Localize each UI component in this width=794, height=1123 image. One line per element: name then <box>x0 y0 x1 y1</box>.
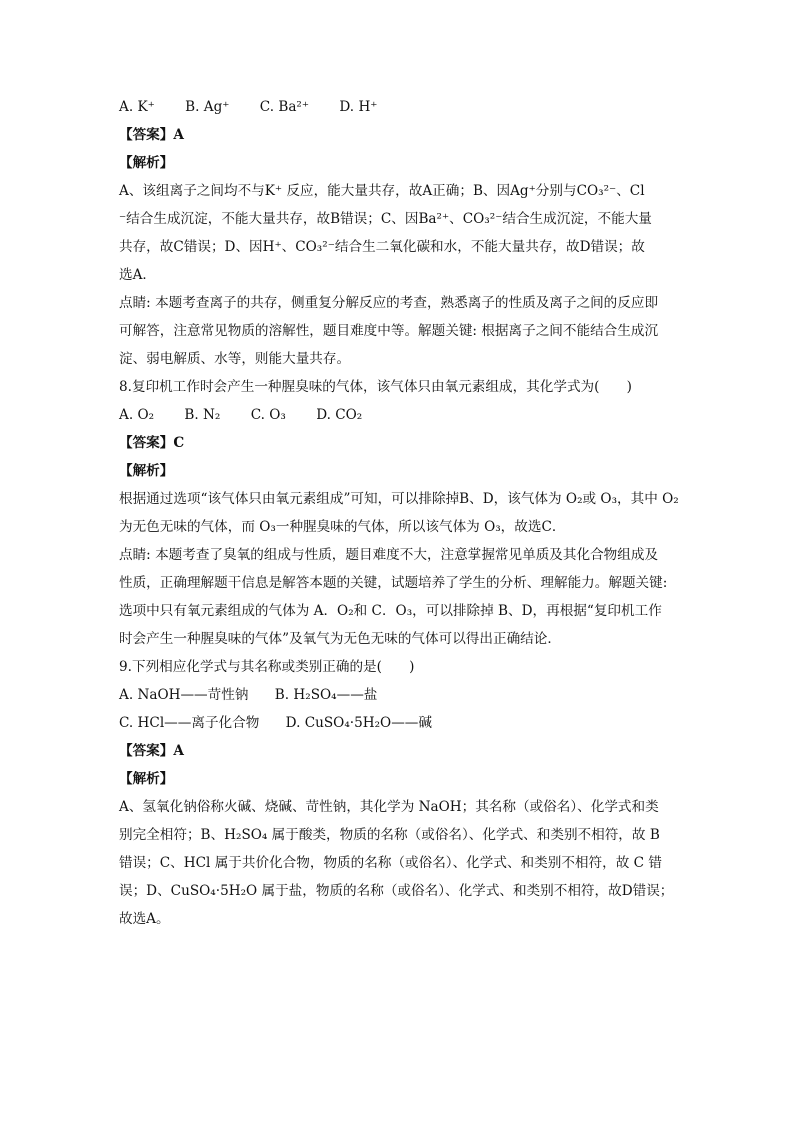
q9-stem: 9.下列相应化学式与其名称或类别正确的是( ) <box>119 659 415 675</box>
q7-options <box>119 96 679 118</box>
q8-options <box>119 404 679 426</box>
q9-analysis-line: A、氢氧化钠俗称火碱、烧碱、苛性钠，其化学为 NaOH；其名称（或俗名）、化学式和类 <box>119 799 659 815</box>
q7-analysis-line: ⁻结合生成沉淀，不能大量共存，故B错误；C、因Ba²⁺、CO₃²⁻结合生成沉淀，不能大量 <box>119 211 652 227</box>
q7-comment-line: 淀、弱电解质、水等，则能大量共存。 <box>119 351 351 367</box>
q9-option-b: B. H₂SO₄——盐 <box>274 687 378 703</box>
q9-analysis-line: 故选A。 <box>119 911 170 927</box>
q7-option-b: B. Ag⁺ <box>185 99 230 115</box>
q9-analysis-line: 错误；C、HCl 属于共价化合物，物质的名称（或俗名）、化学式、和类别不相符，故 C 错 <box>119 855 662 871</box>
q9-option-c: C. HCl——离子化合物 <box>119 715 260 731</box>
q7-option-a: A. K⁺ <box>119 99 155 115</box>
q9-answer: 【答案】A <box>119 743 184 759</box>
q9-option-a: A. NaOH——苛性钠 <box>119 687 249 703</box>
q8-option-a: A. O₂ <box>119 407 155 423</box>
q9-options-row-1 <box>119 684 679 706</box>
q9-analysis-label: 【解析】 <box>119 771 174 787</box>
q9-option-d: D. CuSO₄·5H₂O——碱 <box>285 715 432 731</box>
q8-answer: 【答案】C <box>119 435 185 451</box>
q8-option-c: C. O₃ <box>250 407 286 423</box>
q9-analysis-line: 别完全相符；B、H₂SO₄ 属于酸类，物质的名称（或俗名）、化学式、和类别不相符，故 B <box>119 827 660 843</box>
q9-analysis-line: 误；D、CuSO₄·5H₂O 属于盐，物质的名称（或俗名）、化学式、和类别不相符，故D错误； <box>119 883 674 899</box>
q7-comment-line: 可解答，注意常见物质的溶解性，题目难度中等。解题关键: 根据离子之间不能结合生成沉 <box>119 323 659 339</box>
q8-option-b: B. N₂ <box>184 407 221 423</box>
q8-analysis-line: 根据通过选项“该气体只由氧元素组成”可知，可以排除掉B、D，该气体为 O₂或 O₃，其中 O₂ <box>119 491 679 507</box>
document-page <box>119 96 679 936</box>
q7-analysis-line: 选A． <box>119 267 157 283</box>
q7-analysis-label: 【解析】 <box>119 155 174 171</box>
q7-answer: 【答案】A <box>119 127 184 143</box>
q8-comment-line: 选项中只有氧元素组成的气体为 A．O₂和 C．O₃，可以排除掉 B、D，再根据“复印机工作 <box>119 603 662 619</box>
q7-analysis-line: A、该组离子之间均不与K⁺ 反应，能大量共存，故A正确；B、因Ag⁺分别与CO₃²⁻、Cl <box>119 183 645 199</box>
q7-analysis-line: 共存，故C错误；D、因H⁺、CO₃²⁻结合生二氧化碳和水，不能大量共存，故D错误；故 <box>119 239 645 255</box>
q9-options-row-2 <box>119 712 679 734</box>
q8-option-d: D. CO₂ <box>316 407 363 423</box>
q8-comment-line: 性质，正确理解题干信息是解答本题的关键，试题培养了学生的分析、理解能力。解题关键: <box>119 575 668 591</box>
q8-analysis-label: 【解析】 <box>119 463 174 479</box>
q8-analysis-line: 为无色无味的气体，而 O₃一种腥臭味的气体，所以该气体为 O₃，故选C． <box>119 519 566 535</box>
q7-option-d: D. H⁺ <box>339 99 378 115</box>
q8-stem: 8.复印机工作时会产生一种腥臭味的气体，该气体只由氧元素组成，其化学式为( ) <box>119 379 632 395</box>
q7-option-c: C. Ba²⁺ <box>259 99 310 115</box>
q8-comment-line: 时会产生一种腥臭味的气体”及氧气为无色无味的气体可以得出正确结论． <box>119 631 561 647</box>
q8-comment-line: 点睛: 本题考查了臭氧的组成与性质，题目难度不大，注意掌握常见单质及其化合物组成及 <box>119 547 659 563</box>
q7-comment-line: 点睛: 本题考查离子的共存，侧重复分解反应的考查，熟悉离子的性质及离子之间的反应即 <box>119 295 659 311</box>
